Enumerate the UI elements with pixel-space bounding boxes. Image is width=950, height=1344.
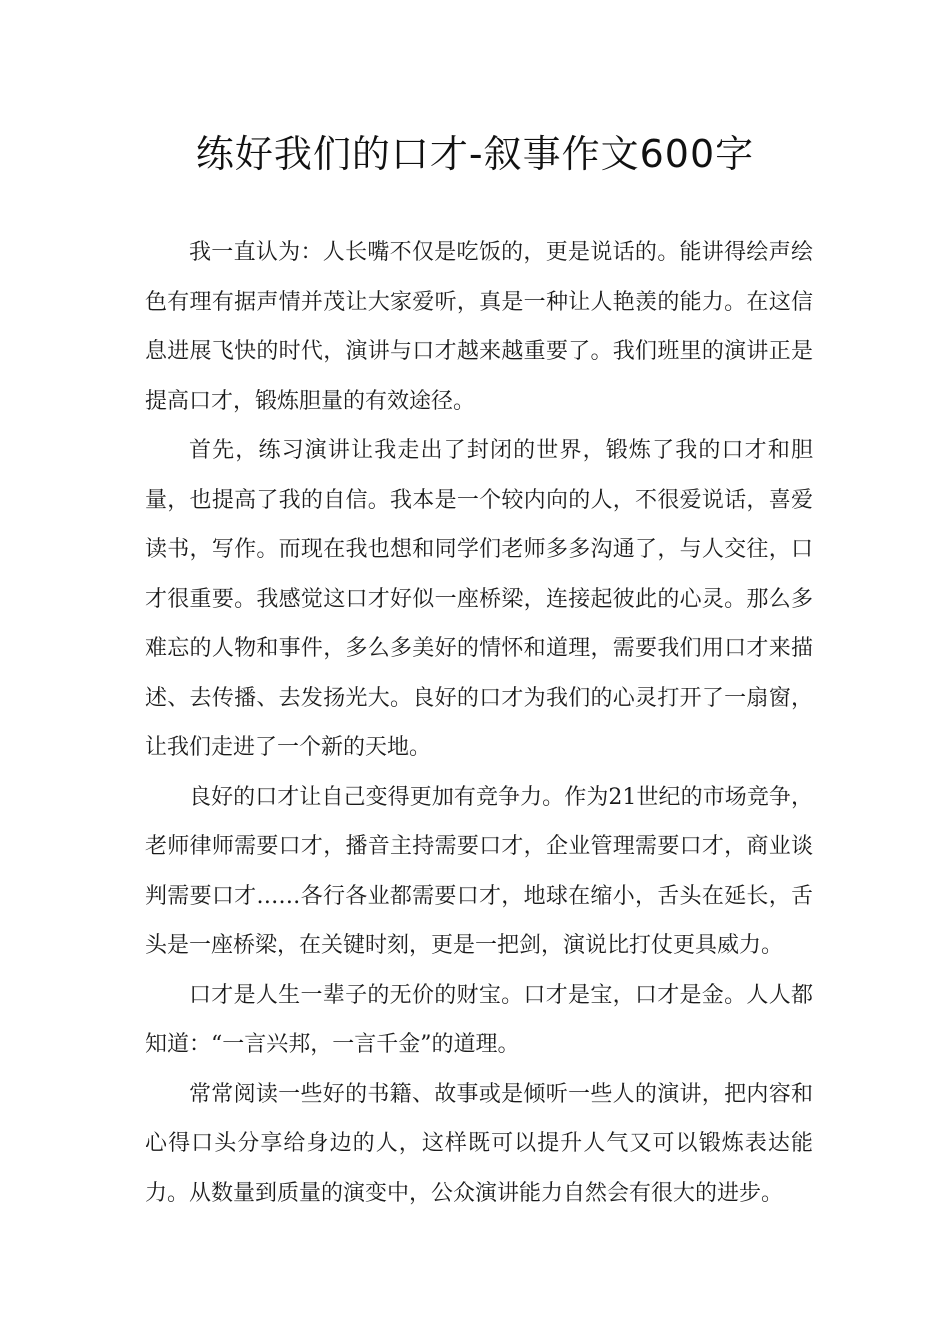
paragraph-3: 良好的口才让自己变得更加有竞争力。作为21世纪的市场竞争，老师律师需要口才，播音主持需要口才，企业管理需要口才，商业谈判需要口才……各行各业都需要口才，地球在缩小，舌头在延长，舌头是一座桥梁，在关键时刻，更是一把剑，演说比打仗更具威力。 [145,784,813,958]
paragraph-1: 我一直认为：人长嘴不仅是吃饭的，更是说话的。能讲得绘声绘色有理有据声情并茂让大家爱听，真是一种让人艳羡的能力。在这信息进展飞快的时代，演讲与口才越来越重要了。我们班里的演讲正是提高口才，锻炼胆量的有效途径。 [145,240,813,414]
document-title: 练好我们的口才-叙事作文600字 [195,132,755,176]
document-body [145,228,813,1218]
paragraph-4: 口才是人生一辈子的无价的财宝。口才是宝，口才是金。人人都知道：“一言兴邦，一言千金”的道理。 [145,982,813,1057]
paragraph-5: 常常阅读一些好的书籍、故事或是倾听一些人的演讲，把内容和心得口头分享给身边的人，这样既可以提升人气又可以锻炼表达能力。从数量到质量的演变中，公众演讲能力自然会有很大的进步。 [145,1081,813,1206]
paragraph-2: 首先，练习演讲让我走出了封闭的世界，锻炼了我的口才和胆量，也提高了我的自信。我本是一个较内向的人，不很爱说话，喜爱读书，写作。而现在我也想和同学们老师多多沟通了，与人交往，口才很重要。我感觉这口才好似一座桥梁，连接起彼此的心灵。那么多难忘的人物和事件，多么多美好的情怀和道理，需要我们用口才来描述、去传播、去发扬光大。良好的口才为我们的心灵打开了一扇窗，让我们走进了一个新的天地。 [145,438,813,760]
